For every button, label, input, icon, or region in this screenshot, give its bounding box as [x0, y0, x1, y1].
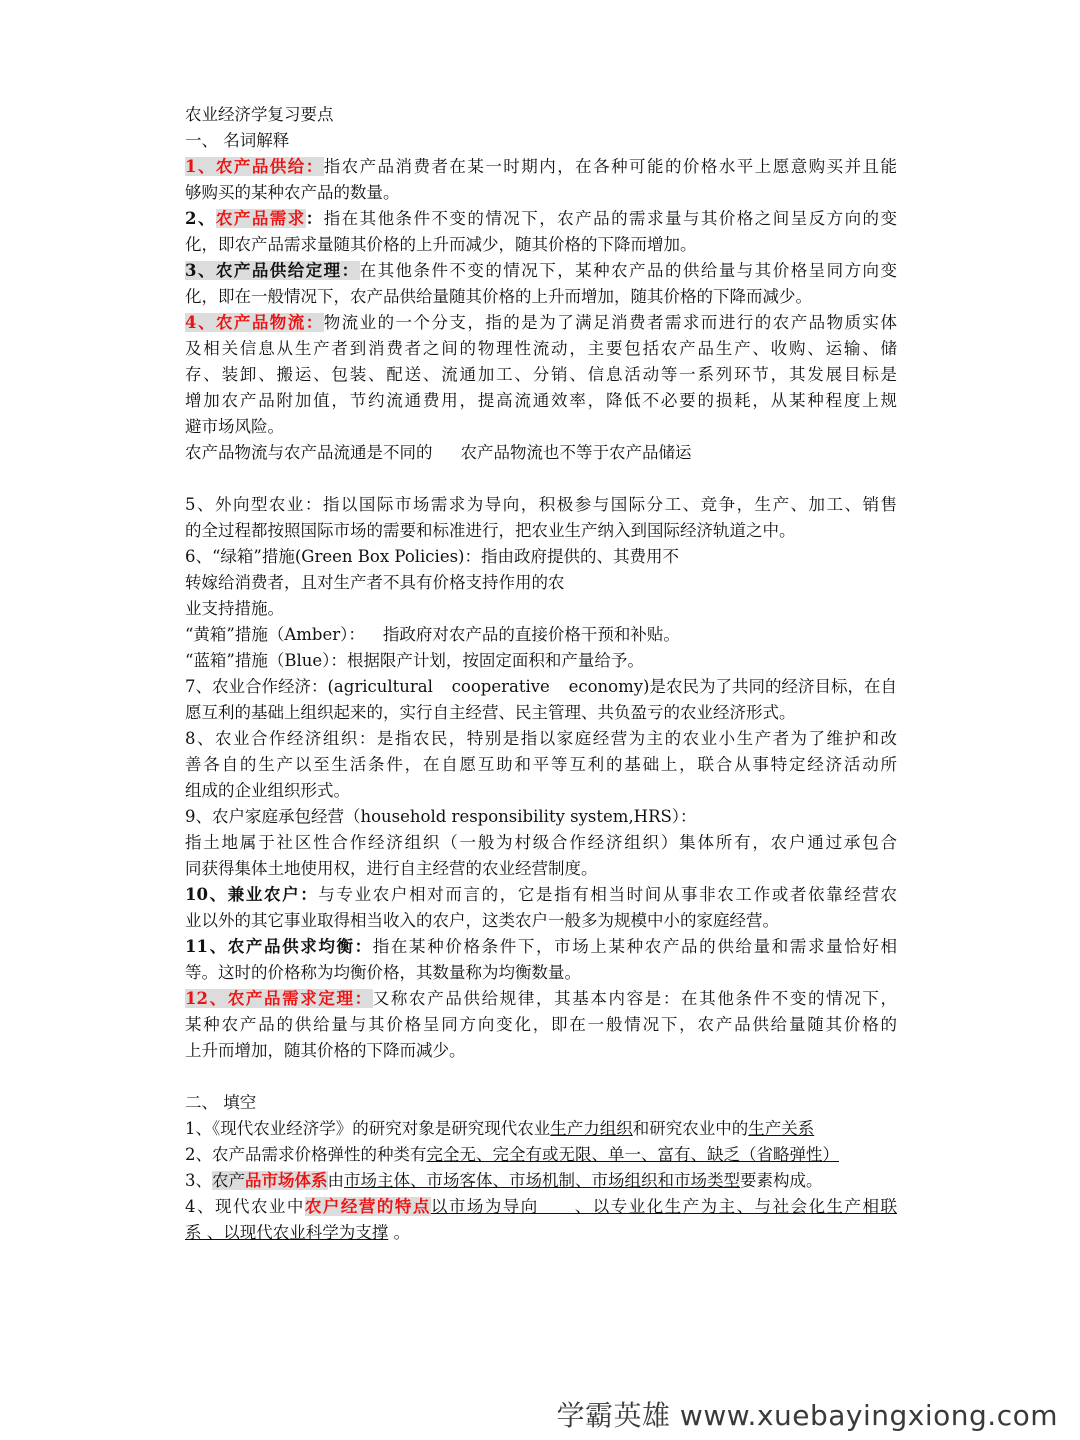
term-8-line-1: 8、农业合作经济组织：是指农民，特别是指以家庭经营为主的农业小生产者为了维护和改 — [185, 729, 897, 748]
term-8-line-2: 善各自的生产以至生活条件，在自愿互助和平等互利的基础上，联合从事特定经济活动所 — [185, 755, 897, 774]
term-10-line-1: 10、兼业农户：与专业农户相对而言的，它是指有相当时间从事非农工作或者依靠经营农 — [185, 885, 897, 904]
term-6-line-3: 业支持措施。 — [185, 599, 284, 618]
term-2-label: 农产品需求 — [215, 209, 306, 228]
watermark: 学霸英雄 www.xuebayingxiong.com — [556, 1399, 1058, 1432]
term-4-line-4: 增加农产品附加值，节约流通费用，提高流通效率，降低不必要的损耗，从某种程度上规 — [185, 391, 897, 410]
section-heading: 一、 名词解释 — [185, 131, 290, 150]
fill-4-line-2: 系 、以现代农业科学为支撑 。 — [185, 1223, 410, 1242]
term-12-line-3: 上升而增加，随其价格的下降而减少。 — [185, 1041, 466, 1060]
term-7-line-2: 愿互利的基础上组织起来的，实行自主经营、民主管理、共负盈亏的农业经济形式。 — [185, 703, 796, 722]
amber-box-line: “黄箱”措施（Amber）： 指政府对农产品的直接价格干预和补贴。 — [185, 625, 680, 644]
term-11-line-2: 等。这时的价格称为均衡价格，其数量称为均衡数量。 — [185, 963, 581, 982]
term-11-line-1: 11、农产品供求均衡：指在某种价格条件下，市场上某种农产品的供给量和需求量恰好相 — [185, 937, 897, 956]
term-9-line-2: 指土地属于社区性合作经济组织（一般为村级合作经济组织）集体所有，农户通过承包合 — [185, 833, 897, 852]
term-3-line-2: 化，即在一般情况下，农产品供给量随其价格的上升而增加，随其价格的下降而减少。 — [185, 287, 812, 306]
term-4-label: 4、农产品物流： — [185, 313, 324, 332]
document-page — [185, 102, 897, 1246]
term-2-line-1: 2、农产品需求：指在其他条件不变的情况下，农产品的需求量与其价格之间呈反方向的变 — [185, 209, 897, 228]
term-12-line-2: 某种农产品的供给量与其价格呈同方向变化，即在一般情况下，农产品供给量随其价格的 — [185, 1015, 897, 1034]
term-3-line-1: 3、农产品供给定理：在其他条件不变的情况下，某种农产品的供给量与其价格呈同方向变 — [185, 261, 897, 280]
term-9-line-3: 同获得集体土地使用权，进行自主经营的农业经营制度。 — [185, 859, 598, 878]
term-12-label: 12、农产品需求定理： — [185, 989, 373, 1008]
section-heading-fill: 二、 填空 — [185, 1093, 257, 1112]
term-4-line-5: 避市场风险。 — [185, 417, 284, 436]
term-12-line-1: 12、农产品需求定理：又称农产品供给规律，其基本内容是：在其他条件不变的情况下， — [185, 989, 897, 1008]
term-4-line-2: 及相关信息从生产者到消费者之间的物理性流动，主要包括农产品生产、收购、运输、储 — [185, 339, 897, 358]
term-10-label: 10、兼业农户： — [185, 885, 319, 904]
term-11-label: 11、农产品供求均衡： — [185, 937, 373, 956]
term-4-note: 农产品物流与农产品流通是不同的 农产品物流也不等于农产品储运 — [185, 443, 692, 462]
term-5-line-1: 5、外向型农业：指以国际市场需求为导向，积极参与国际分工、竞争，生产、加工、销售 — [185, 495, 897, 514]
fill-4-line-1: 4、现代农业中农户经营的特点以市场为导向 、以专业化生产为主、与社会化生产相联 — [185, 1197, 897, 1216]
term-4-line-3: 存、装卸、搬运、包装、配送、流通加工、分销、信息活动等一系列环节，其发展目标是 — [185, 365, 897, 384]
blue-box-line: “蓝箱”措施（Blue）：根据限产计划，按固定面积和产量给予。 — [185, 651, 644, 670]
fill-3: 3、农产品市场体系由市场主体、市场客体、市场机制、市场组织和市场类型要素构成。 — [185, 1171, 823, 1190]
term-10-line-2: 业以外的其它事业取得相当收入的农户，这类农户一般多为规模中小的家庭经营。 — [185, 911, 779, 930]
term-5-line-2: 的全过程都按照国际市场的需要和标准进行，把农业生产纳入到国际经济轨道之中。 — [185, 521, 796, 540]
fill-2: 2、农产品需求价格弹性的种类有完全无、完全有或无限、单一、富有、缺乏（省略弹性） — [185, 1145, 839, 1164]
term-6-line-2: 转嫁给消费者，且对生产者不具有价格支持作用的农 — [185, 573, 565, 592]
term-1-label: 1、农产品供给： — [185, 157, 324, 176]
term-6-line-1: 6、“绿箱”措施(Green Box Policies)：指由政府提供的、其费用不 — [185, 547, 679, 566]
doc-title: 农业经济学复习要点 — [185, 105, 334, 124]
term-4-line-1: 4、农产品物流：物流业的一个分支，指的是为了满足消费者需求而进行的农产品物质实体 — [185, 313, 897, 332]
fill-1: 1、《现代农业经济学》的研究对象是研究现代农业生产力组织和研究农业中的生产关系 — [185, 1119, 815, 1138]
term-1-line-1: 1、农产品供给：指农产品消费者在某一时期内，在各种可能的价格水平上愿意购买并且能 — [185, 157, 897, 176]
term-8-line-3: 组成的企业组织形式。 — [185, 781, 350, 800]
term-7-line-1: 7、农业合作经济：(agricultural cooperative economy)是农民为了共同的经济目标，在自 — [185, 677, 897, 696]
term-2-line-2: 化，即农产品需求量随其价格的上升而减少，随其价格的下降而增加。 — [185, 235, 697, 254]
term-1-line-2: 够购买的某种农产品的数量。 — [185, 183, 400, 202]
term-3-label: 3、农产品供给定理： — [185, 261, 360, 280]
term-9-line-1: 9、农户家庭承包经营（household responsibility system,HRS）： — [185, 807, 697, 826]
